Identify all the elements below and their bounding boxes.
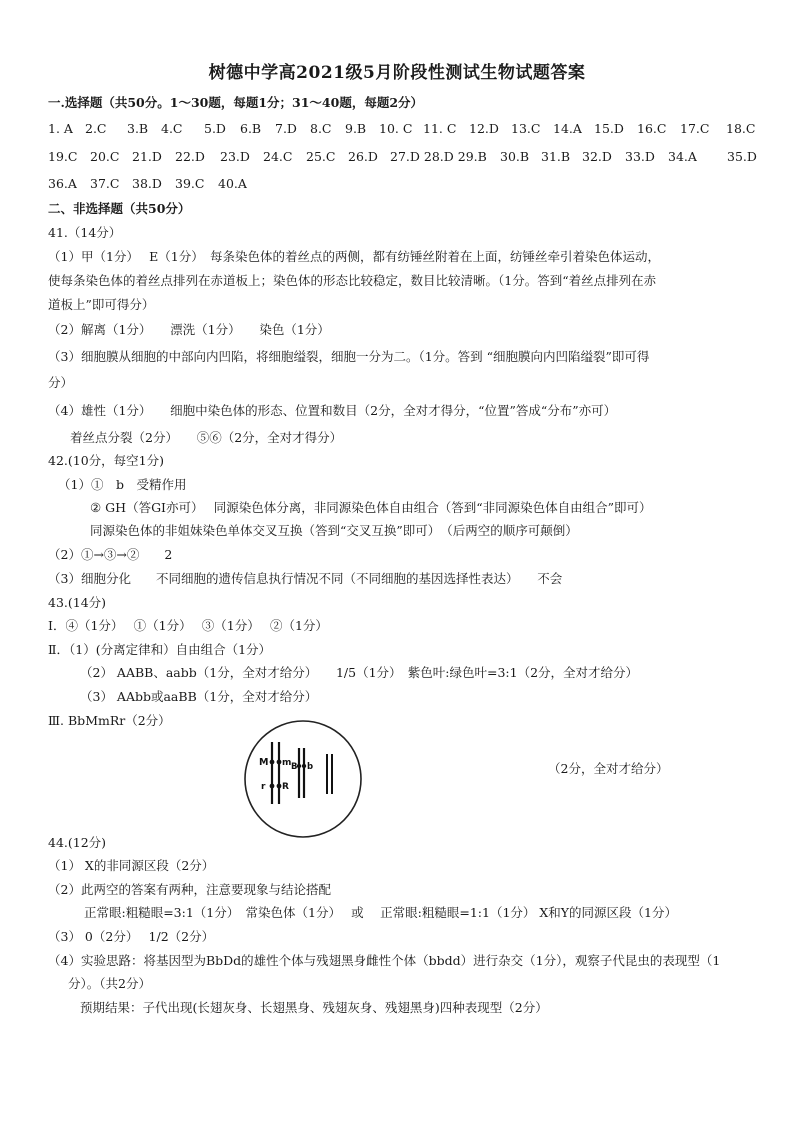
q43-part-ii-1: Ⅱ．（1）(分离定律和）自由组合（1分） <box>48 642 272 657</box>
mc-answer: 4.C <box>161 121 183 136</box>
mc-answer: 19.C <box>48 149 78 164</box>
mc-answer: 16.C <box>637 121 667 136</box>
gene-label-M: M <box>259 757 269 768</box>
mc-answer: 33.D <box>625 149 655 164</box>
mc-answer: 31.B <box>541 149 571 164</box>
q41-part1-line2: 使每条染色体的着丝点排列在赤道板上；染色体的形态比较稳定，数目比较清晰。（1分。答到“着丝点排列在赤 <box>48 273 657 288</box>
mc-answer: 35.D <box>727 149 757 164</box>
q44-part1: （1） X的非同源区段（2分） <box>48 858 215 873</box>
mc-answer: 18.C <box>726 121 756 136</box>
q41-part1-line1: （1）甲（1分） E（1分） 每条染色体的着丝点的两侧，都有纺锤丝附着在上面，纺锤丝牵引着染色体运动， <box>48 249 660 264</box>
q41-part4-line1: （4）雄性（1分） 细胞中染色体的形态、位置和数目（2分，全对才得分，“位置”答成“分布”亦可） <box>48 403 617 418</box>
q41-part3-line2: 分） <box>48 375 74 390</box>
figure-score-note: （2分，全对才给分） <box>548 761 669 776</box>
section2-header: 二、非选择题（共50分） <box>48 201 191 216</box>
q41-part1-line3: 道板上”即可得分） <box>48 297 155 312</box>
mc-answer: 14.A <box>553 121 582 136</box>
mc-answer-row-3 <box>48 176 778 194</box>
q41-part2: （2）解离（1分） 漂洗（1分） 染色（1分） <box>48 322 330 337</box>
page-title: 树德中学高2021级5月阶段性测试生物试题答案 <box>208 63 586 83</box>
q43-part-iii: Ⅲ. BbMmRr（2分） <box>48 713 171 728</box>
gene-label-r: r <box>261 782 266 792</box>
q42-part1-line3: 同源染色体的非姐妹染色单体交叉互换（答到“交叉互换”即可） （后两空的顺序可颠倒） <box>90 523 578 538</box>
q42-part3: （3）细胞分化 不同细胞的遗传信息执行情况不同（不同细胞的基因选择性表达） 不会 <box>48 571 563 586</box>
mc-answer: 27.D 28.D 29.B <box>390 149 487 164</box>
mc-answer: 30.B <box>500 149 530 164</box>
mc-answer: 15.D <box>594 121 624 136</box>
gene-label-B: B <box>291 762 298 772</box>
q42-part1-line2: ② GH（答GI亦可） 同源染色体分离，非同源染色体自由组合（答到“非同源染色体自由组合”即可） <box>90 500 652 515</box>
gene-locus-dot <box>270 760 275 765</box>
q42-heading: 42.(10分，每空1分) <box>48 453 164 468</box>
mc-answer: 5.D <box>204 121 226 136</box>
gene-locus-dot <box>277 760 282 765</box>
mc-answer-row-2 <box>48 149 778 167</box>
mc-answer: 39.C <box>175 176 205 191</box>
gene-locus-dot <box>277 784 282 789</box>
q41-heading: 41.（14分） <box>48 225 122 240</box>
gene-label-m: m <box>282 758 292 768</box>
q42-part2: （2）①→③→② 2 <box>48 547 173 562</box>
mc-answer: 38.D <box>132 176 162 191</box>
mc-answer: 1. A <box>48 121 73 136</box>
gene-locus-dot <box>270 784 275 789</box>
q44-part4-line3: 预期结果：子代出现(长翅灰身、长翅黑身、残翅灰身、残翅黑身)四种表现型（2分） <box>80 1000 548 1015</box>
mc-answer: 12.D <box>469 121 499 136</box>
mc-answer: 34.A <box>668 149 697 164</box>
mc-answer: 26.D <box>348 149 378 164</box>
q43-part-ii-2: （2） AABB、aabb（1分，全对才给分） 1/5（1分） 紫色叶:绿色叶=3:1（2分，全对才给分） <box>80 665 639 680</box>
mc-answer: 32.D <box>582 149 612 164</box>
mc-answer: 6.B <box>240 121 262 136</box>
mc-answer: 2.C <box>85 121 107 136</box>
mc-answer: 37.C <box>90 176 120 191</box>
q44-part2-line1: （2）此两空的答案有两种，注意要现象与结论搭配 <box>48 882 331 897</box>
mc-answer: 20.C <box>90 149 120 164</box>
mc-answer: 13.C <box>511 121 541 136</box>
mc-answer: 9.B <box>345 121 367 136</box>
section1-header: 一.选择题（共50分。1～30题，每题1分；31～40题，每题2分） <box>48 95 424 110</box>
q44-part2-line2: 正常眼:粗糙眼=3:1（1分） 常染色体（1分） 或 正常眼:粗糙眼=1:1（1分） X和Y的同源区段（1分） <box>84 905 677 920</box>
q44-part3: （3） 0（2分） 1/2（2分） <box>48 929 215 944</box>
mc-answer: 3.B <box>127 121 149 136</box>
q41-part4-line2: 着丝点分裂（2分） ⑤⑥（2分，全对才得分） <box>70 430 343 445</box>
mc-answer: 17.C <box>680 121 710 136</box>
q43-part-i: Ⅰ．④（1分） ①（1分） ③（1分） ②（1分） <box>48 618 328 633</box>
mc-answer: 7.D <box>275 121 297 136</box>
gene-locus-dot <box>302 764 306 768</box>
q44-heading: 44.(12分) <box>48 835 107 850</box>
mc-answer: 8.C <box>310 121 332 136</box>
mc-answer: 22.D <box>175 149 205 164</box>
gene-label-b: b <box>307 762 314 772</box>
mc-answer: 24.C <box>263 149 293 164</box>
mc-answer: 40.A <box>218 176 247 191</box>
q44-part4-line2: 分）。（共2分） <box>68 976 151 991</box>
mc-answer: 23.D <box>220 149 250 164</box>
q44-part4-line1: （4）实验思路：将基因型为BbDd的雄性个体与残翅黑身雌性个体（bbdd）进行杂交（1分），观察子代昆虫的表现型（1 <box>48 953 721 968</box>
q43-heading: 43.(14分) <box>48 595 107 610</box>
mc-answer: 11. C <box>423 121 457 136</box>
mc-answer: 25.C <box>306 149 336 164</box>
mc-answer-row-1 <box>48 121 778 139</box>
q43-part-ii-3: （3） AAbb或aaBB（1分，全对才给分） <box>80 689 318 704</box>
cell-chromosome-diagram <box>242 718 364 840</box>
q42-part1-line1: （1）① b 受精作用 <box>58 477 187 492</box>
mc-answer: 36.A <box>48 176 77 191</box>
q41-part3-line1: （3）细胞膜从细胞的中部向内凹陷，将细胞缢裂，细胞一分为二。（1分。答到 “细胞膜向内凹陷缢裂”即可得 <box>48 349 650 364</box>
gene-label-R: R <box>282 782 289 792</box>
mc-answer: 21.D <box>132 149 162 164</box>
mc-answer: 10. C <box>379 121 413 136</box>
